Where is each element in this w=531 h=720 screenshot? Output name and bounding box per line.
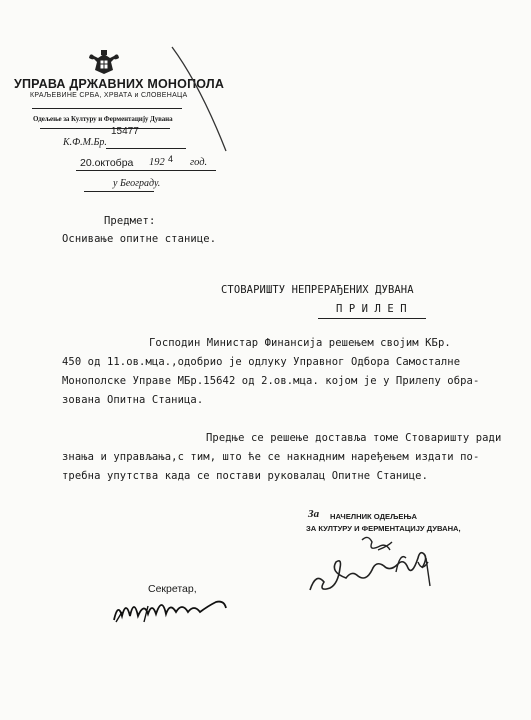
body-p2-line2: знања и управљања,с тим, што ће се накнадним наређењем издати по- bbox=[62, 451, 480, 463]
city-line bbox=[84, 191, 154, 192]
city-text: у Београду. bbox=[113, 178, 161, 189]
signature-title-line2: ЗА КУЛТУРУ И ФЕРМЕНТАЦИЈУ ДУВАНА, bbox=[306, 524, 461, 533]
department-name: Одељење за Културу и Ферментацију Дувана bbox=[33, 115, 173, 123]
registration-number: 15477 bbox=[111, 126, 139, 137]
coat-of-arms-icon bbox=[88, 48, 120, 76]
date-year-suffix: 4 bbox=[168, 154, 174, 164]
handwritten-signature-left bbox=[108, 592, 248, 628]
recipient-underline bbox=[318, 318, 426, 319]
subject-label: Предмет: bbox=[104, 215, 156, 227]
date-year-prefix: 192 bbox=[149, 157, 165, 168]
body-p1-line3: Монополске Управе МБр.15642 од 2.ов.мца. којом је у Прилепу обра- bbox=[62, 375, 480, 387]
letterhead-divider bbox=[32, 108, 182, 109]
recipient-name: СТОВАРИШТУ НЕПРЕРАЂЕНИХ ДУВАНА bbox=[221, 284, 414, 296]
subject-text: Оснивање опитне станице. bbox=[62, 233, 217, 245]
recipient-city: П Р И Л Е П bbox=[336, 303, 407, 315]
signature-title-line1: НАЧЕЛНИК ОДЕЉЕЊА bbox=[330, 512, 418, 521]
body-p1-line4: зована Опитна Станица. bbox=[62, 394, 204, 406]
letterhead-title: УПРАВА ДРЖАВНИХ МОНОПОЛА bbox=[14, 77, 225, 91]
department-divider bbox=[40, 128, 170, 129]
pen-stroke-mark bbox=[170, 45, 230, 155]
body-p1-line2: 450 од 11.ов.мца.,одобрио је одлуку Управног Одбора Самосталне bbox=[62, 356, 461, 368]
registration-label: К.Ф.М.Бр. bbox=[63, 137, 107, 148]
body-p2-line3: требна упутства када се постави руковалац Опитне Станице. bbox=[62, 470, 429, 482]
date-day-month: 20.октобра bbox=[80, 157, 134, 169]
secretary-label: Секретар, bbox=[148, 583, 197, 595]
signature-for-label: За bbox=[308, 508, 320, 520]
letterhead-subtitle: КРАЉЕВИНЕ СРБА, ХРВАТА и СЛОВЕНАЦА bbox=[30, 92, 188, 99]
body-p2-line1: Предње се решење доставља томе Стоваришту ради bbox=[206, 432, 502, 444]
body-p1-line1: Господин Министар Финансија решењем својим КБр. bbox=[149, 337, 451, 349]
date-god: год. bbox=[190, 157, 208, 168]
handwritten-signature-right bbox=[300, 532, 450, 602]
date-line bbox=[76, 170, 216, 171]
